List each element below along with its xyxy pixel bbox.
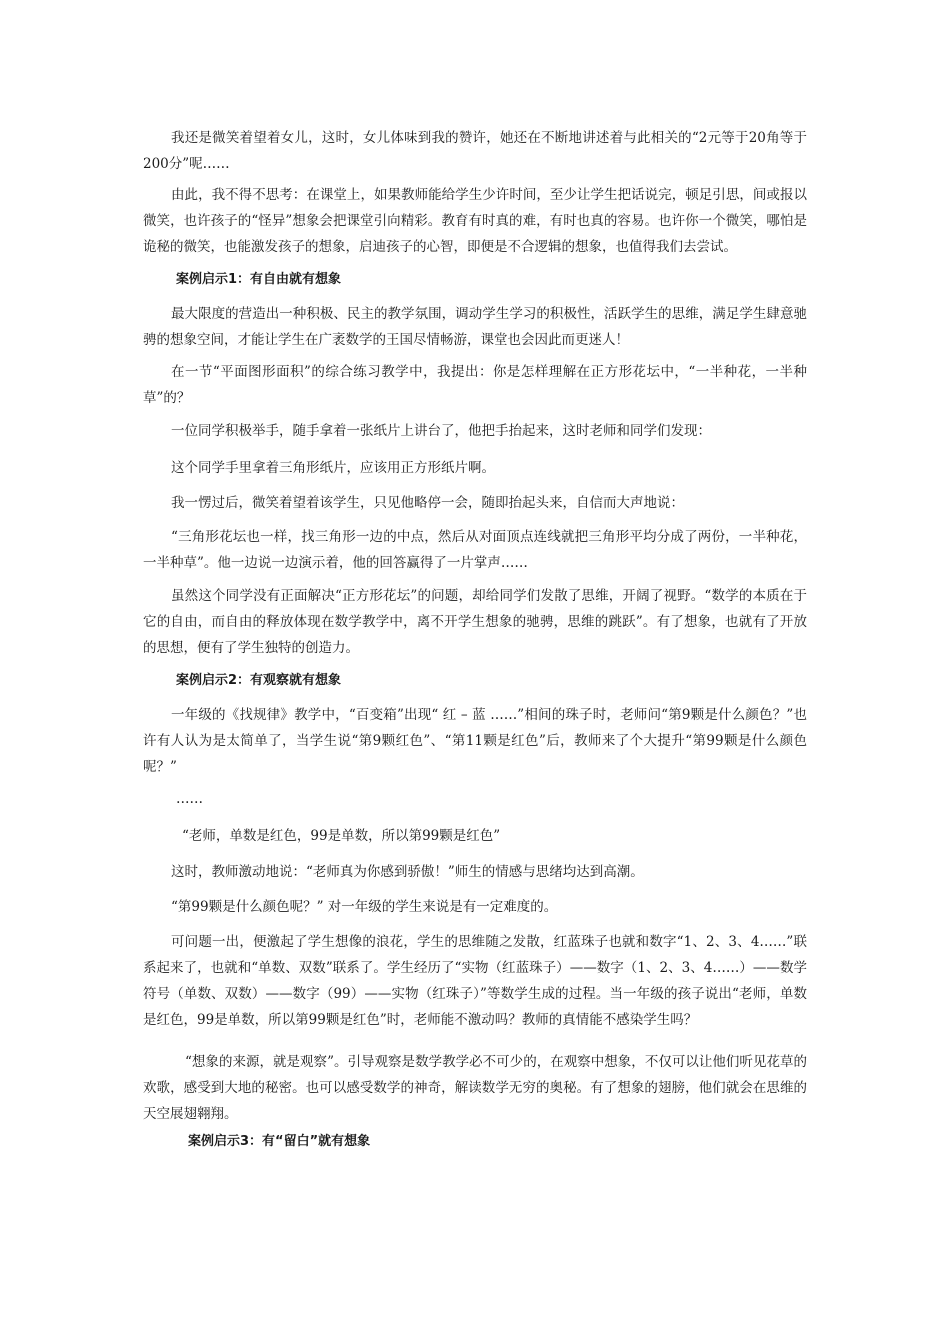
paragraph: 可问题一出，便激起了学生想像的浪花，学生的思维随之发散，红蓝珠子也就和数字“1、2、3、4……”联系起来了，也就和“单数、双数”联系了。学生经历了“实物（红蓝珠子）——数字（1、2、3、4……）——数学符号（单数、双数）——数字（99）——实物（红珠子）”等数学生成的过程。当一年级的孩子说出“老师，单数是红色，99是单数，所以第99颗是红色”时，老师能不激动吗？教师的真情能不感染学生吗？	[143, 934, 807, 1028]
ellipsis-line: ……	[176, 791, 203, 807]
paragraph: 由此，我不得不思考：在课堂上，如果教师能给学生少许时间，至少让学生把话说完，顿足引思，间或报以微笑，也许孩子的“怪异”想象会把课堂引向精彩。教育有时真的难，有时也真的容易。也许你一个微笑，哪怕是诡秘的微笑，也能激发孩子的想象，启迪孩子的心智，即便是不合逻辑的想象，也值得我们去尝试。	[143, 187, 807, 255]
section-heading: 案例启示2：有观察就有想象	[176, 673, 342, 688]
paragraph: “第99颗是什么颜色呢？” 对一年级的学生来说是有一定难度的。	[171, 899, 558, 915]
paragraph: 我还是微笑着望着女儿，这时，女儿体味到我的赞许，她还在不断地讲述着与此相关的“2元等于20角等于200分”呢……	[143, 130, 807, 172]
paragraph: 我一愣过后，微笑着望着该学生，只见他略停一会，随即抬起头来，自信而大声地说：	[171, 495, 684, 511]
paragraph: 虽然这个同学没有正面解决“正方形花坛”的问题，却给同学们发散了思维，开阔了视野。“数学的本质在于它的自由，而自由的释放体现在数学教学中，离不开学生想象的驰骋，思维的跳跃”。有了想象，也就有了开放的思想，便有了学生独特的创造力。	[143, 588, 807, 656]
paragraph: 最大限度的营造出一种积极、民主的教学氛围，调动学生学习的积极性，活跃学生的思维，满足学生肆意驰骋的想象空间，才能让学生在广袤数学的王国尽情畅游，课堂也会因此而更迷人！	[143, 306, 807, 348]
paragraph: “想象的来源，就是观察”。引导观察是数学教学必不可少的，在观察中想象，不仅可以让他们听见花草的欢歌，感受到大地的秘密。也可以感受数学的神奇，解读数学无穷的奥秘。有了想象的翅膀，他们就会在思维的天空展翅翱翔。	[143, 1054, 807, 1122]
paragraph: 在一节“平面图形面积”的综合练习教学中，我提出：你是怎样理解在正方形花坛中，“一半种花，一半种草”的？	[143, 364, 807, 406]
paragraph: 一位同学积极举手，随手拿着一张纸片上讲台了，他把手抬起来，这时老师和同学们发现：	[171, 423, 711, 439]
paragraph: 这时，教师激动地说：“老师真为你感到骄傲！”师生的情感与思绪均达到高潮。	[171, 864, 644, 880]
paragraph: “三角形花坛也一样，找三角形一边的中点，然后从对面顶点连线就把三角形平均分成了两份，一半种花，一半种草”。他一边说一边演示着，他的回答赢得了一片掌声……	[143, 529, 807, 571]
paragraph: 一年级的《找规律》教学中，“百变箱”出现“ 红 – 蓝 ……”相间的珠子时，老师问“第9颗是什么颜色？”也许有人认为是太简单了，当学生说“第9颗红色”、“第11颗是红色”后，教师来了个大提升“第99颗是什么颜色呢？”	[143, 707, 807, 775]
section-heading: 案例启示3：有“留白”就有想象	[188, 1134, 371, 1149]
section-heading: 案例启示1：有自由就有想象	[176, 272, 342, 287]
quote-line: “老师，单数是红色，99是单数，所以第99颗是红色”	[182, 828, 501, 844]
paragraph: 这个同学手里拿着三角形纸片，应该用正方形纸片啊。	[171, 460, 495, 476]
